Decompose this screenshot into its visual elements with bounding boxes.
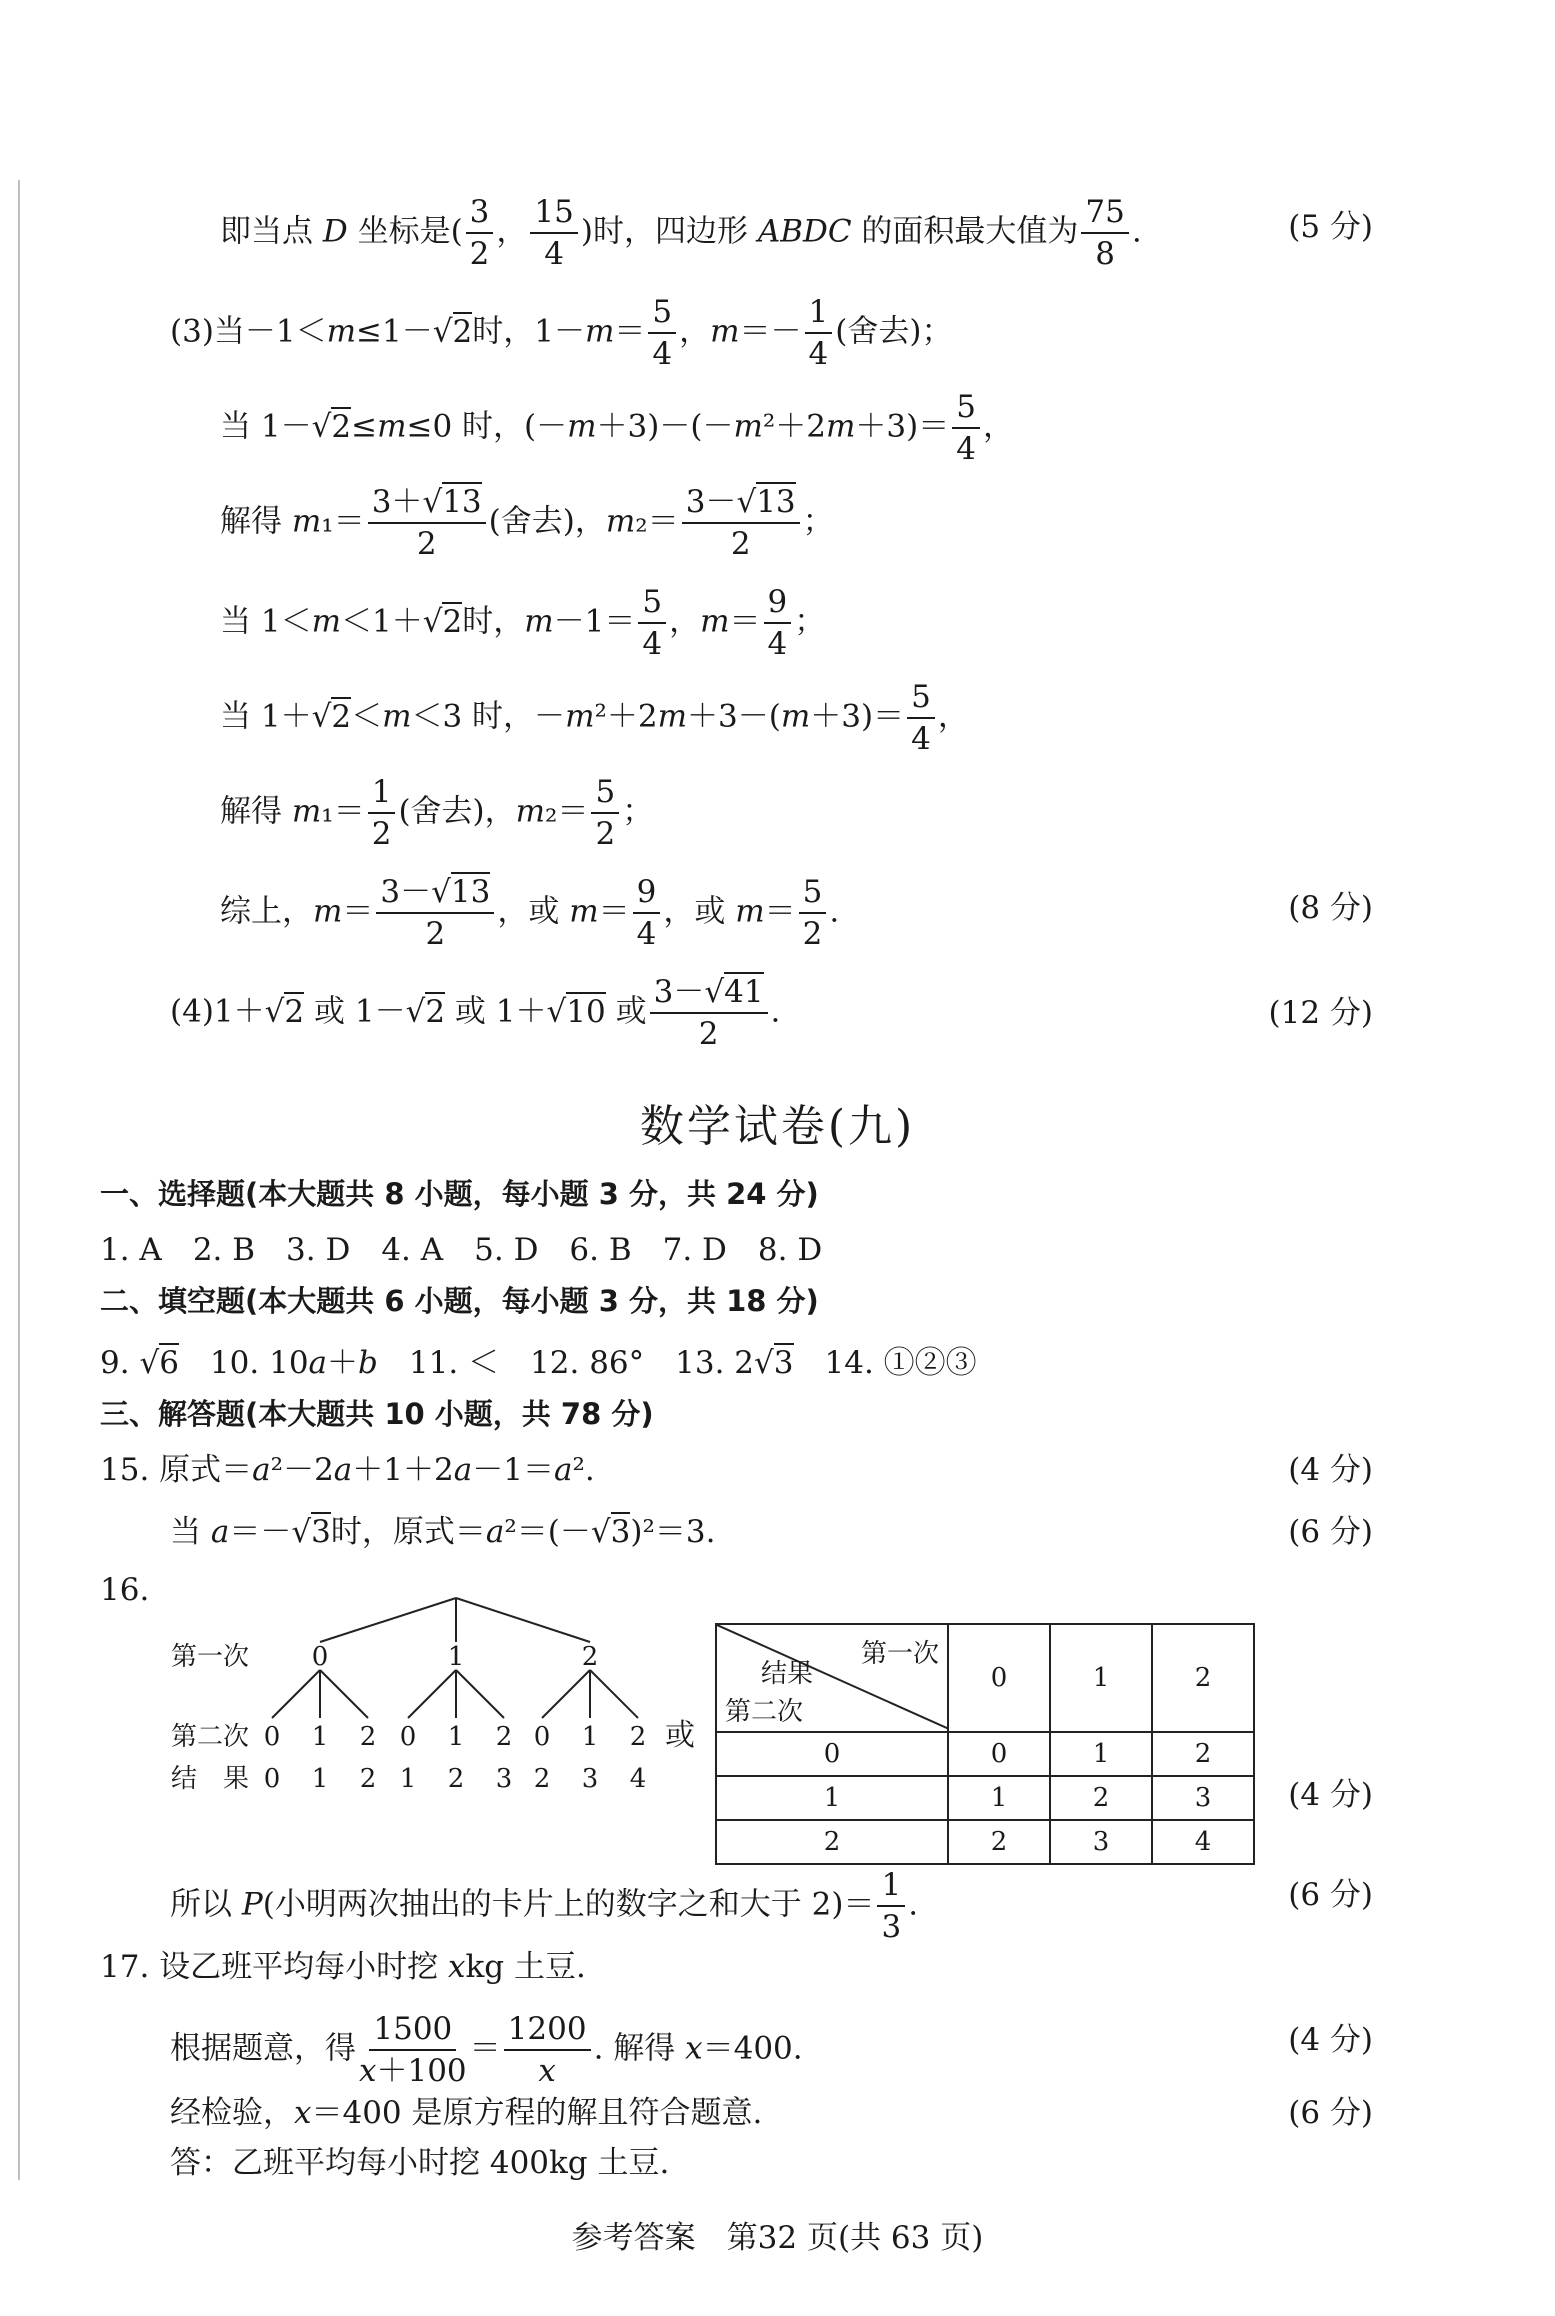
tree-second: 1 — [311, 1722, 329, 1752]
q17-line-2: 根据题意，得 $\frac{1500}{x+100}$ ＝ $\frac{1200}{x}$ . 解得 x＝400. — [170, 2011, 803, 2090]
page-footer: 参考答案 第32 页(共 63 页) — [571, 2220, 984, 2256]
tree-second: 2 — [359, 1722, 377, 1752]
q17-line-3: 经检验，x＝400 是原方程的解且符合题意. — [170, 2095, 763, 2131]
table-row: 1 1 2 3 — [716, 1776, 1254, 1820]
q15-score-6: (6 分) — [1288, 1514, 1373, 1550]
q16-probability: 所以 P(小明两次抽出的卡片上的数字之和大于 2)＝ $\frac{1}{3}$ . — [170, 1867, 919, 1946]
score-12: (12 分) — [1268, 995, 1373, 1031]
q17-score-6: (6 分) — [1288, 2095, 1373, 2131]
q17-score-4: (4 分) — [1288, 2022, 1373, 2058]
tree-second: 0 — [533, 1722, 551, 1752]
tree-row-label-first: 第一次 — [170, 1642, 250, 1672]
answer-line-8: 综上，m＝ $\frac{3-√13}{2}$ ，或 m＝ $\frac{9}{4}$ ，或 m＝ $\frac{5}{2}$ . — [220, 874, 840, 953]
tree-second: 2 — [495, 1722, 513, 1752]
answer-line-3: 当 1－√2≤m≤0 时，(－m＋3)－(－m²＋2m＋3)＝ $\frac{5}{4}$ ， — [220, 389, 1014, 468]
tree-second: 1 — [447, 1722, 465, 1752]
answer-line-1: 即当点 D 坐标是( $\frac{3}{2}$ ， $\frac{15}{4}$ )时，四边形 ABDC 的面积最大值为 $\frac{75}{8}$ . — [220, 194, 1142, 273]
tree-second: 0 — [399, 1722, 417, 1752]
table-row: 2 2 3 4 — [716, 1820, 1254, 1864]
answer-line-5: 当 1＜m＜1＋√2时，m－1＝ $\frac{5}{4}$ ，m＝ $\frac{9}{4}$ ； — [220, 584, 826, 663]
q17-answer: 答：乙班平均每小时挖 400kg 土豆. — [170, 2145, 670, 2181]
section-2-answers: 9. √6 10. 10a＋b 11. ＜ 12. 86° 13. 2√3 14. ①②③ — [100, 1345, 977, 1381]
section-1-heading: 一、选择题(本大题共 8 小题，每小题 3 分，共 24 分) — [100, 1177, 819, 1211]
q15-line-2: 当 a＝－√3时，原式＝a²＝(－√3)²＝3. — [170, 1514, 716, 1550]
q16-score-6: (6 分) — [1288, 1877, 1373, 1913]
tree-result: 2 — [359, 1764, 377, 1794]
table-corner-cell: 第一次 结果 第二次 — [716, 1624, 948, 1732]
tree-second: 2 — [629, 1722, 647, 1752]
tree-result: 2 — [447, 1764, 465, 1794]
tree-result: 1 — [311, 1764, 329, 1794]
tree-diagram — [160, 1590, 720, 1810]
section-2-heading: 二、填空题(本大题共 6 小题，每小题 3 分，共 18 分) — [100, 1284, 819, 1318]
q17-line-1: 17. 设乙班平均每小时挖 xkg 土豆. — [100, 1949, 586, 1985]
tree-first-1: 1 — [447, 1642, 465, 1672]
section-1-answers: 1. A 2. B 3. D 4. A 5. D 6. B 7. D 8. D — [100, 1232, 823, 1268]
tree-first-0: 0 — [311, 1642, 329, 1672]
tree-row-label-second: 第二次 — [170, 1722, 250, 1752]
table-header-cell: 2 — [1152, 1624, 1254, 1732]
q15-score-4: (4 分) — [1288, 1452, 1373, 1488]
answer-line-7: 解得 m₁＝ $\frac{1}{2}$ (舍去)，m₂＝ $\frac{5}{2}$ ； — [220, 774, 654, 853]
tree-result: 3 — [495, 1764, 513, 1794]
q16-score-4: (4 分) — [1288, 1777, 1373, 1813]
tree-result: 1 — [399, 1764, 417, 1794]
probability-table — [715, 1623, 1255, 1865]
left-margin-line — [18, 180, 20, 2180]
table-row: 0 0 1 2 — [716, 1732, 1254, 1776]
answer-line-4: 解得 m₁＝ $\frac{3+√13}{2}$ (舍去)，m₂＝ $\frac{3-√13}{2}$ ； — [220, 484, 834, 563]
table-header-cell: 0 — [948, 1624, 1050, 1732]
score-5: (5 分) — [1288, 209, 1373, 245]
section-3-heading: 三、解答题(本大题共 10 小题，共 78 分) — [100, 1397, 654, 1431]
table-header-cell: 1 — [1050, 1624, 1152, 1732]
exam-title: 数学试卷(九) — [639, 1101, 916, 1152]
answer-line-9: (4)1＋√2 或 1－√2 或 1＋√10 或 $\frac{3-√41}{2}$ . — [170, 974, 781, 1053]
tree-second: 1 — [581, 1722, 599, 1752]
answer-line-6: 当 1＋√2＜m＜3 时，－m²＋2m＋3－(m＋3)＝ $\frac{5}{4}$ ， — [220, 679, 969, 758]
tree-first-2: 2 — [581, 1642, 599, 1672]
score-8: (8 分) — [1288, 890, 1373, 926]
answer-line-2: (3)当－1＜m≤1－√2时，1－m＝ $\frac{5}{4}$ ，m＝－ $\frac{1}{4}$ (舍去)； — [170, 294, 953, 373]
tree-row-label-result: 结 果 — [170, 1764, 250, 1794]
tree-result: 0 — [263, 1764, 281, 1794]
tree-second: 0 — [263, 1722, 281, 1752]
q15-line-1: 15. 原式＝a²－2a＋1＋2a－1＝a². — [100, 1452, 595, 1488]
q16-number: 16. — [100, 1572, 150, 1608]
tree-result: 3 — [581, 1764, 599, 1794]
tree-result: 4 — [629, 1764, 647, 1794]
tree-result: 2 — [533, 1764, 551, 1794]
or-label: 或 — [665, 1718, 695, 1753]
